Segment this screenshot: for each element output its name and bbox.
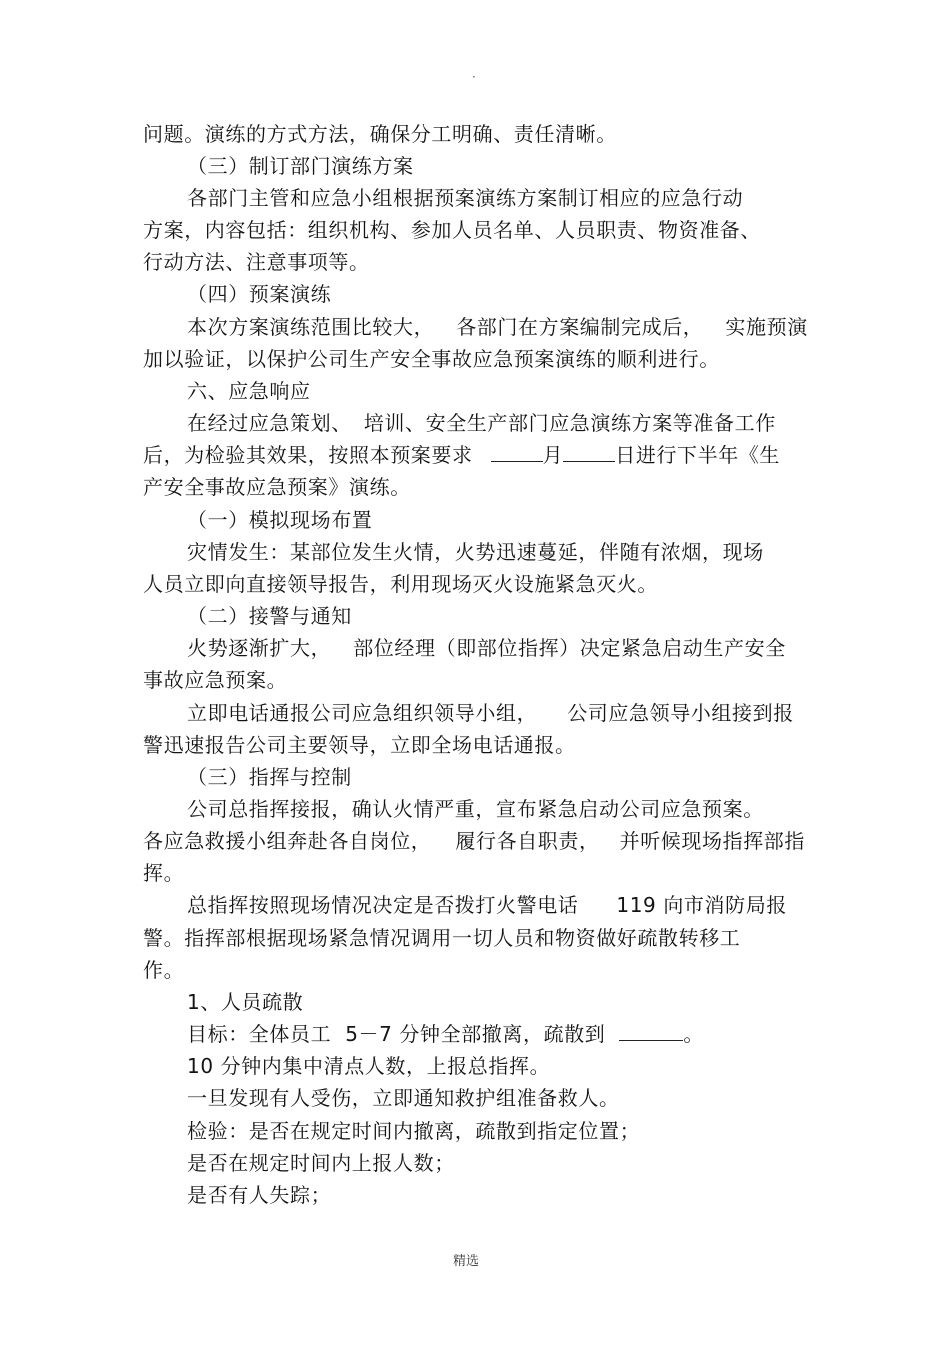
text-line: 作。 (143, 958, 185, 982)
text-line: 本次方案演练范围比较大， 各部门在方案编制完成后， 实施预演 (187, 315, 808, 339)
section-heading: 1、人员疏散 (187, 990, 304, 1014)
text-line: 各部门主管和应急小组根据预案演练方案制订相应的应急行动 (187, 186, 744, 210)
text-line: 方案，内容包括：组织机构、参加人员名单、人员职责、物资准备、 (143, 218, 761, 242)
text-line: 加以验证，以保护公司生产安全事故应急预案演练的顺利进行。 (143, 347, 720, 371)
header-mark: · (472, 70, 476, 84)
section-heading: 六、应急响应 (187, 379, 311, 403)
text-line: 公司总指挥接报，确认火情严重，宣布紧急启动公司应急预案。 (187, 797, 764, 821)
text-line: 检验：是否在规定时间内撤离，疏散到指定位置； (187, 1119, 641, 1143)
text-line: 问题。演练的方式方法，确保分工明确、责任清晰。 (143, 122, 617, 146)
page-footer: 精选 (453, 1254, 480, 1269)
text-line: 总指挥按照现场情况决定是否拨打火警电话 119 向市消防局报 (187, 893, 787, 917)
text-line: 立即电话通报公司应急组织领导小组， 公司应急领导小组接到报 (187, 701, 794, 725)
text-line: 挥。 (143, 861, 185, 885)
blank-field-month (491, 443, 543, 462)
section-heading: （四）预案演练 (187, 282, 332, 306)
text-line: 事故应急预案。 (143, 668, 288, 692)
text-line: 一旦发现有人受伤，立即通知救护组准备救人。 (187, 1086, 620, 1110)
text-line: 警。指挥部根据现场紧急情况调用一切人员和物资做好疏散转移工 (143, 926, 741, 950)
text-line: 各应急救援小组奔赴各自岗位， 履行各自职责， 并听候现场指挥部指 (143, 829, 806, 853)
text-line: 人员立即向直接领导报告，利用现场灭火设施紧急灭火。 (143, 572, 658, 596)
blank-field-location (619, 1022, 683, 1041)
text-line: 后，为检验其效果，按照本预案要求 月 日进行下半年《生 (143, 443, 781, 467)
text-line: 产安全事故应急预案》演练。 (143, 475, 411, 499)
section-heading: （三）指挥与控制 (187, 765, 352, 789)
text-line: 是否在规定时间内上报人数； (187, 1151, 455, 1175)
section-heading: （三）制订部门演练方案 (187, 154, 414, 178)
text-line: 火势逐渐扩大， 部位经理（即部位指挥）决定紧急启动生产安全 (187, 636, 786, 660)
section-heading: （二）接警与通知 (187, 604, 352, 628)
text-line: 行动方法、注意事项等。 (143, 250, 370, 274)
text-line: 在经过应急策划、 培训、安全生产部门应急演练方案等准备工作 (187, 411, 776, 435)
text-line: 目标：全体员工 5－7 分钟全部撤离，疏散到 。 (187, 1022, 705, 1046)
section-heading: （一）模拟现场布置 (187, 508, 373, 532)
text-line: 是否有人失踪； (187, 1183, 332, 1207)
text-line: 10 分钟内集中清点人数，上报总指挥。 (187, 1054, 551, 1078)
blank-field-day (563, 443, 615, 462)
text-line: 灾情发生：某部位发生火情，火势迅速蔓延，伴随有浓烟，现场 (187, 540, 764, 564)
text-line: 警迅速报告公司主要领导，立即全场电话通报。 (143, 733, 576, 757)
